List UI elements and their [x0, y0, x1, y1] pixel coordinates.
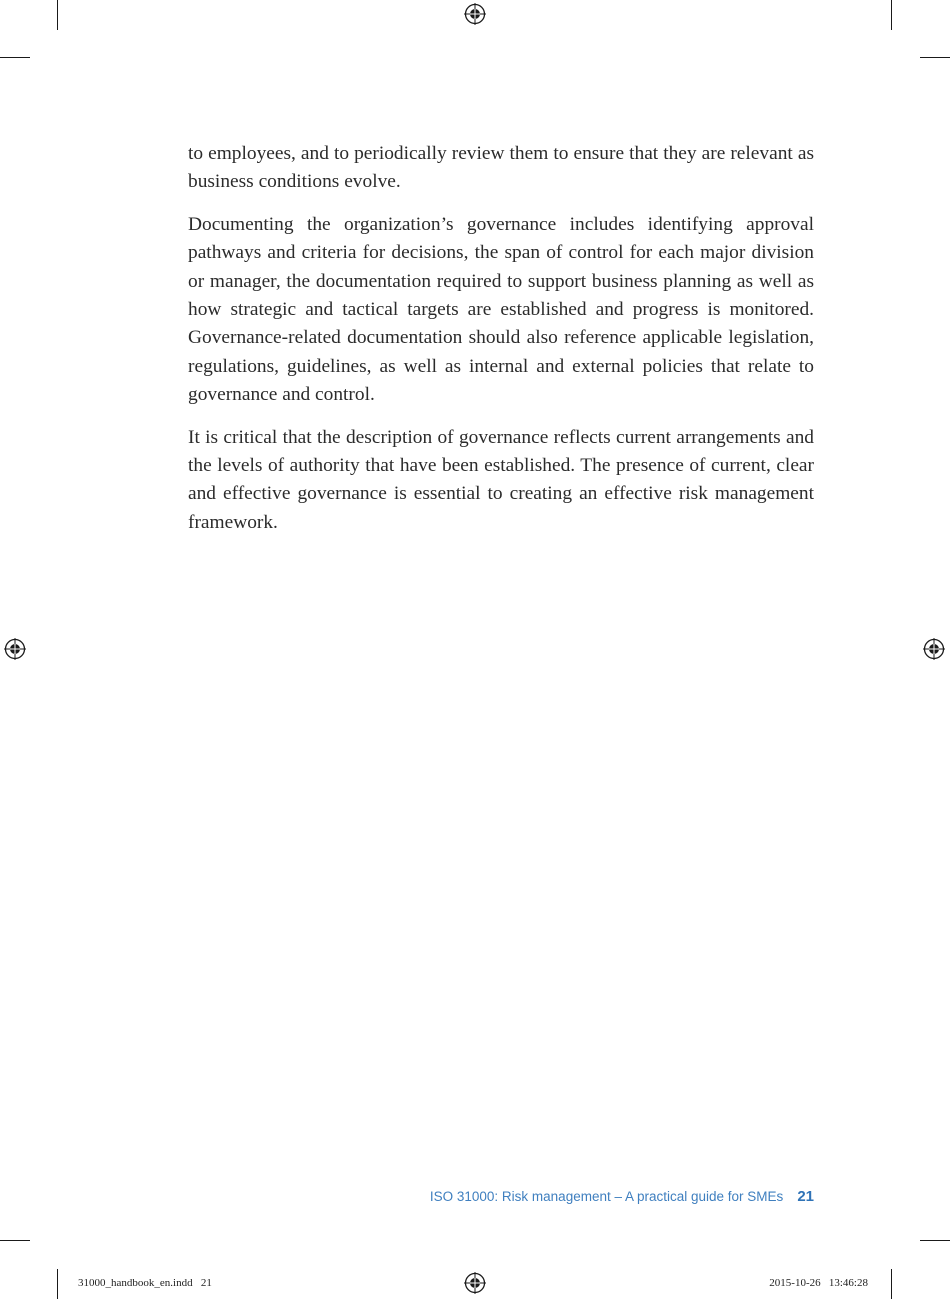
paragraph-governance-critical: It is critical that the description of governance reflects current arrangements and the levels of authority that have been established. The presence of current, clear and effective governance is essential to creating an effective risk management framework. [188, 426, 814, 533]
running-footer [430, 1188, 814, 1206]
registration-mark-icon [4, 638, 26, 660]
crop-mark-top-right-vertical [891, 0, 892, 30]
paragraph-continuation: to employees, and to periodically review them to ensure that they are relevant as business conditions evolve. [188, 143, 814, 193]
crop-mark-top-left-horizontal [0, 57, 30, 58]
registration-mark-icon [923, 638, 945, 660]
registration-mark-icon [464, 3, 486, 25]
slug-file-name: 31000_handbook_en.indd 21 [78, 1277, 212, 1289]
page-number: 21 [797, 1188, 814, 1205]
paragraph-governance-documentation: Documenting the organization’s governance includes identifying approval pathways and criteria for decisions, the span of control for each major division or manager, the documentation required to support business planning as well as how strategic and tactical targets are established and progress is monitored. Governance-related documentation should also reference applicable legislation, regulations, guidelines, as well as internal and external policies that relate to governance and control. [188, 213, 814, 406]
crop-mark-top-right-horizontal [920, 57, 950, 58]
crop-mark-bottom-right-vertical [891, 1269, 892, 1299]
crop-mark-bottom-right-horizontal [920, 1240, 950, 1241]
crop-mark-top-left-vertical [57, 0, 58, 30]
footer-title: ISO 31000: Risk management – A practical guide for SMEs [429, 1189, 784, 1204]
crop-mark-bottom-left-vertical [57, 1269, 58, 1299]
body-text [188, 140, 814, 551]
slug-timestamp: 2015-10-26 13:46:28 [769, 1277, 868, 1289]
crop-mark-bottom-left-horizontal [0, 1240, 30, 1241]
registration-mark-icon [464, 1272, 486, 1294]
